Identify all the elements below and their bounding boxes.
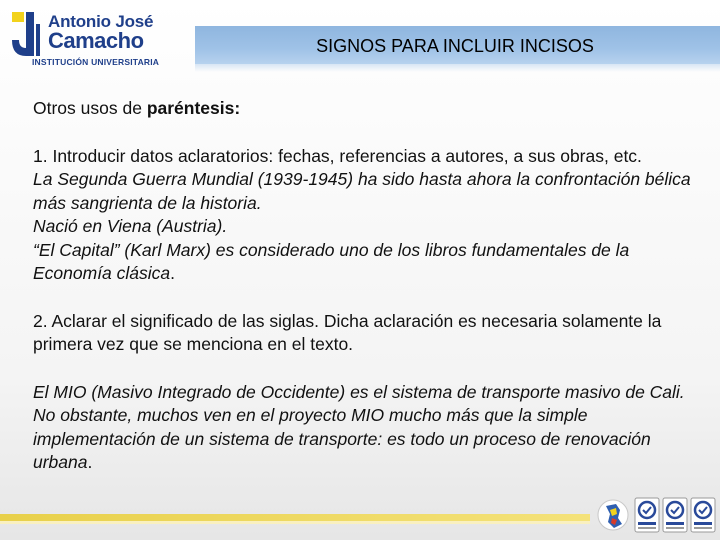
item2-example-period: . <box>87 452 93 472</box>
certification-seal-icon <box>662 496 688 534</box>
item1-example-3: “El Capital” (Karl Marx) es considerado uno de los libros fundamentales de la Economía clásica <box>33 239 630 283</box>
title-bar-shadow <box>195 64 720 72</box>
item1-example-3-period: . <box>170 263 176 283</box>
certification-seal-icon <box>690 496 716 534</box>
slide-content <box>33 97 693 475</box>
footer-yellow-bar-light <box>0 521 590 524</box>
logo-name-line2: Camacho <box>48 28 144 53</box>
institution-logo-icon <box>10 10 42 58</box>
logo-name-line1: Antonio José <box>48 12 154 31</box>
certification-seal-icon <box>634 496 660 534</box>
item2-example-line <box>33 381 693 475</box>
institution-logo <box>4 6 184 66</box>
item1-example-3-line <box>33 239 693 286</box>
item1-example-1: La Segunda Guerra Mundial (1939-1945) ha sido hasta ahora la confrontación bélica más sangrienta de la historia. <box>33 169 691 213</box>
intro-prefix: Otros usos de <box>33 98 147 118</box>
logo-subtitle: INSTITUCIÓN UNIVERSITARIA <box>32 57 160 67</box>
item2-example: El MIO (Masivo Integrado de Occidente) es el sistema de transporte masivo de Cali. No obstante, muchos ven en el proyecto MIO mucho más que la simple implementación de un sistema de transporte: es todo un proceso de renovación urbana <box>33 381 685 472</box>
colombia-map-seal-icon <box>596 496 630 534</box>
item2-text: 2. Aclarar el significado de las siglas. Dicha aclaración es necesaria solamente la primera vez que se menciona en el texto. <box>33 310 662 354</box>
item1-text: 1. Introducir datos aclaratorios: fechas, referencias a autores, a sus obras, etc. <box>33 145 642 166</box>
item1-example-2: Nació en Viena (Austria). <box>33 216 228 236</box>
page-title: SIGNOS PARA INCLUIR INCISOS <box>316 36 594 56</box>
footer-yellow-bar <box>0 514 590 521</box>
intro-line <box>33 97 693 121</box>
intro-bold-term: paréntesis: <box>146 98 241 118</box>
